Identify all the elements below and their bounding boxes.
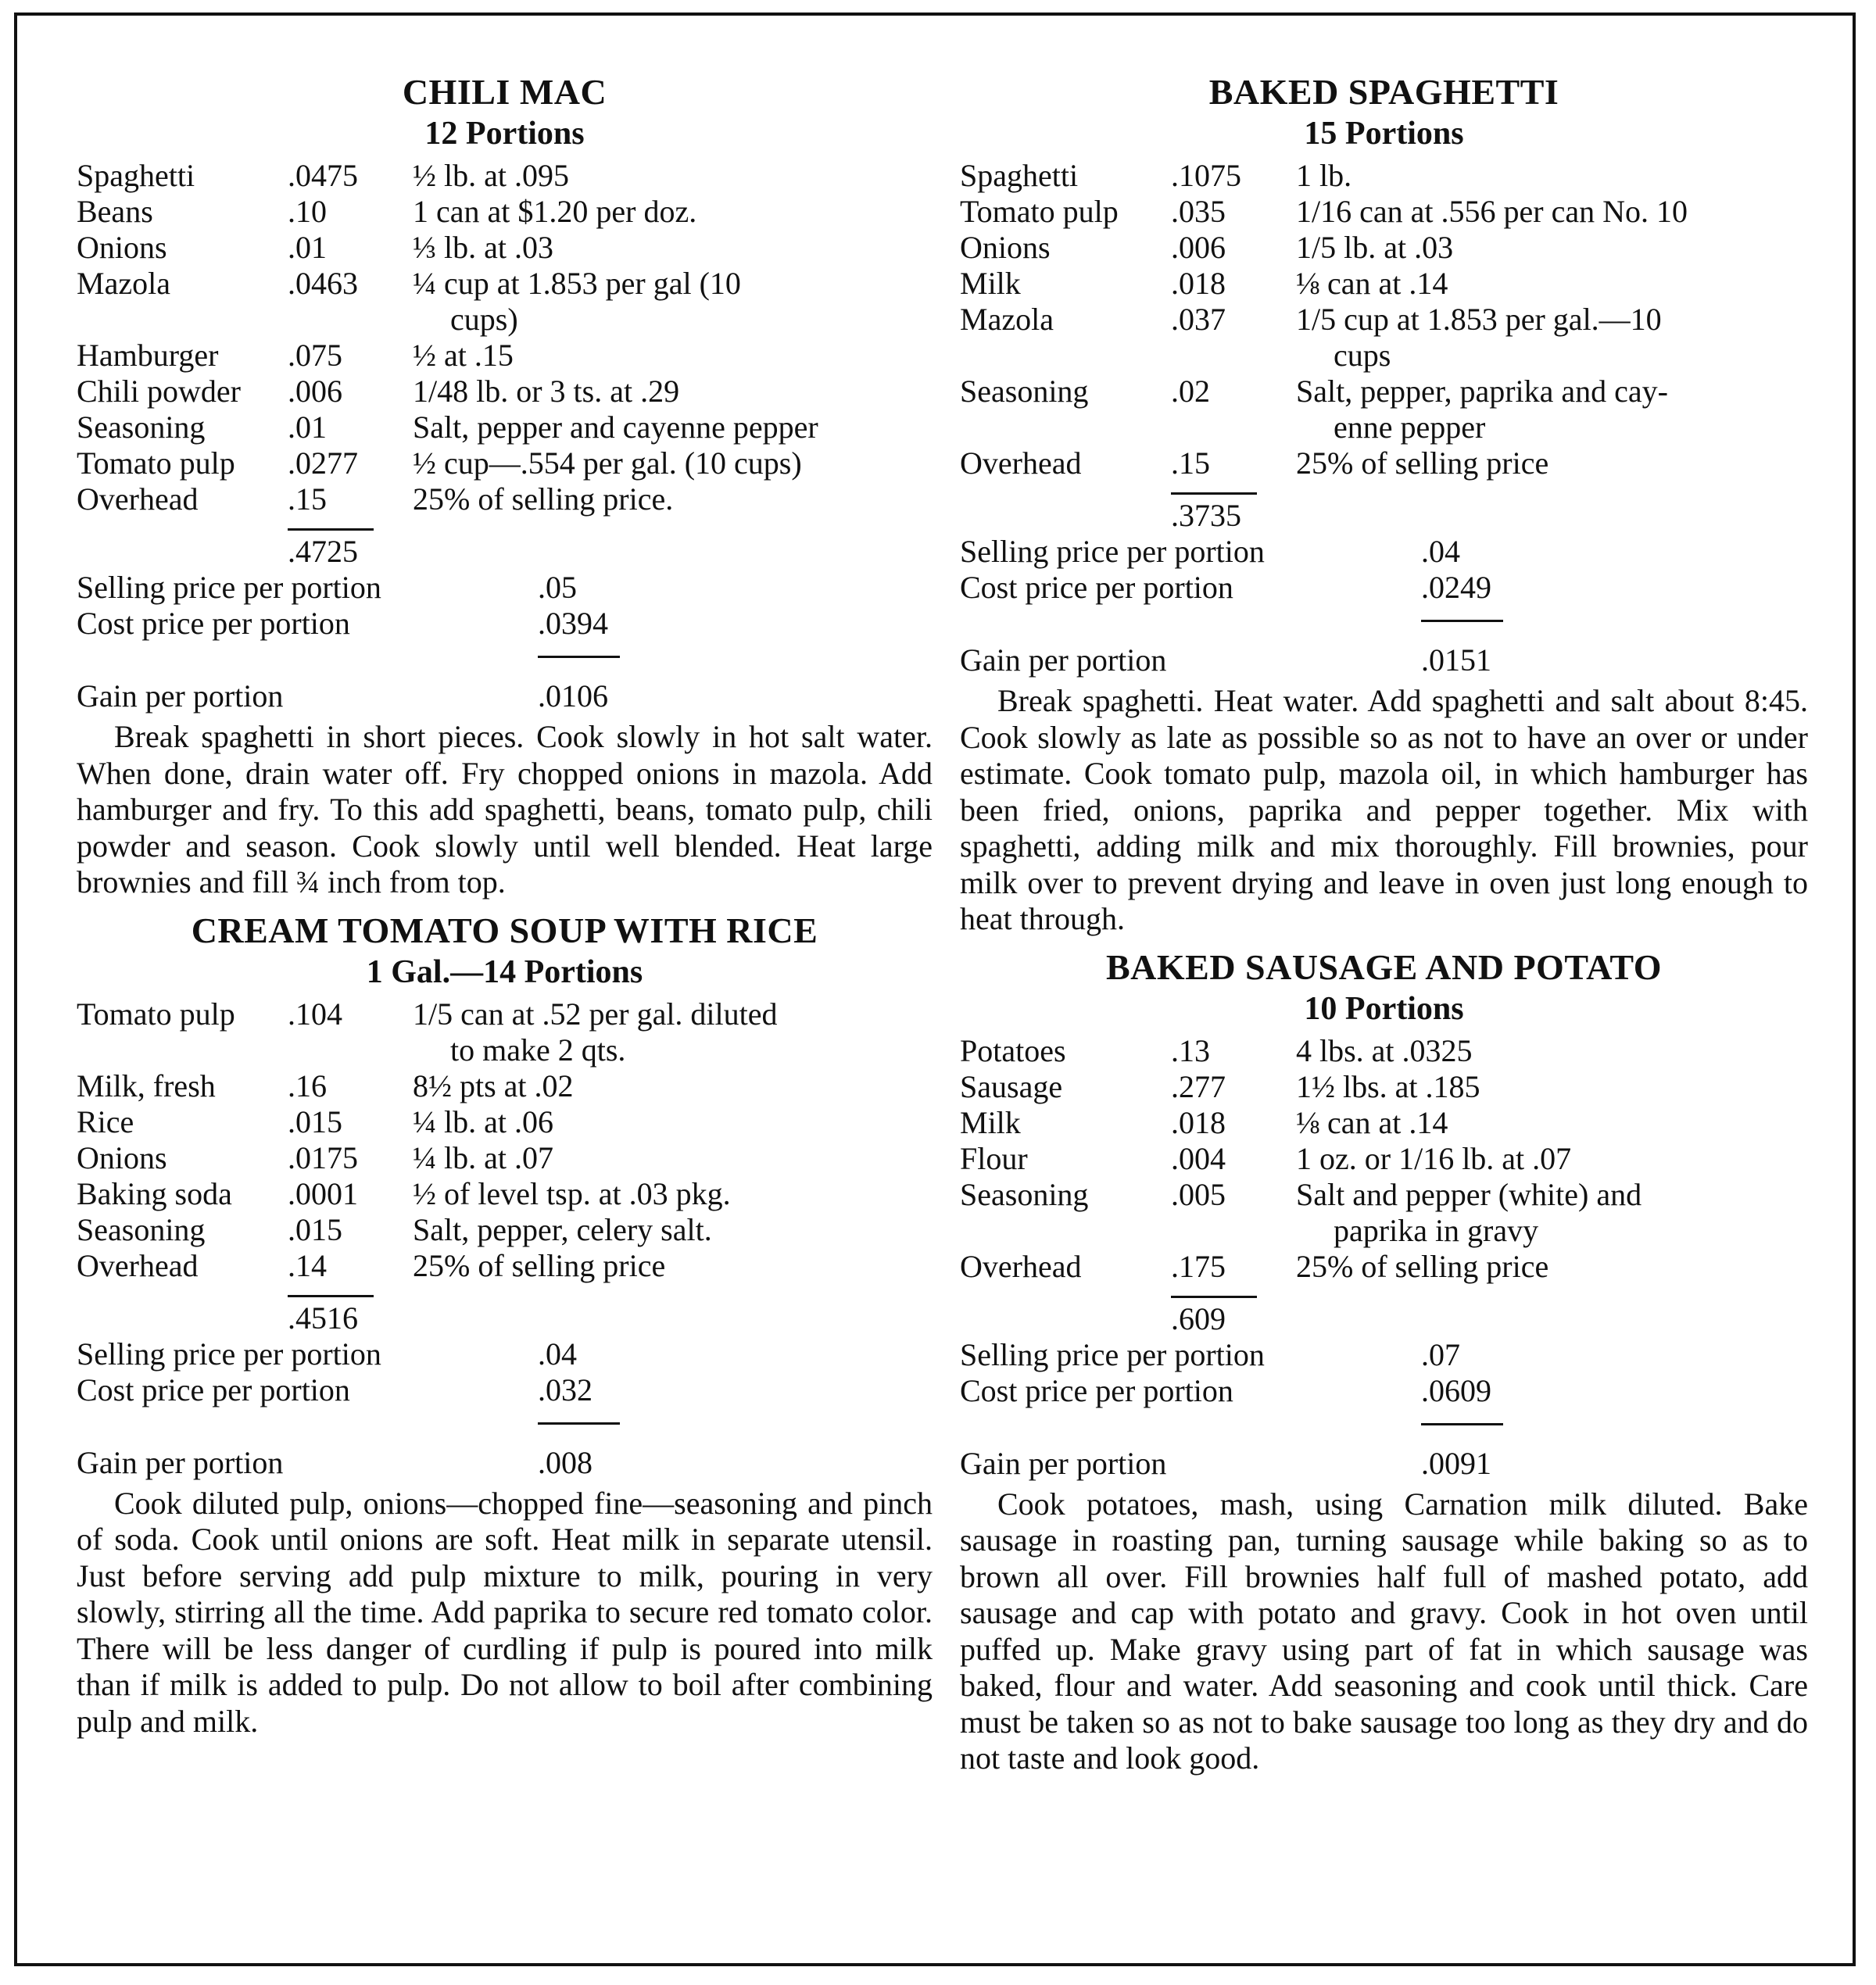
- ingredient-row: [77, 230, 933, 266]
- ingredient-name: Tomato pulp: [960, 194, 1119, 229]
- ingredient-desc-wrap: [1288, 266, 1808, 302]
- ingredient-row: [77, 1248, 933, 1284]
- selling-price-value: .07: [1421, 1336, 1460, 1372]
- ingredient-name: Onions: [77, 1139, 167, 1175]
- method-paragraph: Cook diluted pulp, onions—chopped fine—seasoning and pinch of soda. Cook until onions are soft. Heat milk in separate utensil. Just before serving add pulp mixture to milk, pouring in very slowly, stirring all the time. Add paprika to secure red tomato color. There will be less danger of curdling if pulp is poured into milk than if milk is added to pulp. Do not allow to boil after combining pulp and milk.: [77, 1485, 933, 1739]
- selling-price-label: Selling price per portion: [960, 1336, 1265, 1372]
- ingredient-cost: .018: [1171, 266, 1226, 301]
- total-cost: .4725: [288, 534, 358, 569]
- selling-price-row: [960, 1337, 1808, 1373]
- ingredient-row: [77, 1068, 933, 1104]
- ingredient-name: Milk, fresh: [77, 1068, 216, 1103]
- recipe-block: [960, 70, 1808, 938]
- ingredient-row: [77, 410, 933, 445]
- ingredient-cost: .13: [1171, 1032, 1210, 1068]
- selling-price-value: .05: [538, 570, 577, 605]
- ingredient-desc-continued: cups): [450, 302, 518, 337]
- gain-row: [960, 1446, 1808, 1482]
- ingredient-desc: ⅛ can at .14: [1296, 266, 1448, 301]
- ingredient-desc-wrap: [1288, 1141, 1808, 1177]
- ingredient-cost: .0475: [288, 158, 358, 193]
- ingredient-desc: 1/16 can at .556 per can No. 10: [1296, 194, 1688, 229]
- ingredient-name: Sausage: [960, 1068, 1063, 1104]
- ingredient-name: Flour: [960, 1140, 1028, 1176]
- selling-price-label: Selling price per portion: [77, 1336, 381, 1372]
- ingredient-row: [960, 1069, 1808, 1105]
- ingredient-desc-wrap: [1288, 158, 1808, 194]
- cost-price-value: .0609: [1421, 1372, 1491, 1408]
- total-rule: [288, 1295, 374, 1297]
- ingredient-desc-wrap: [1288, 1069, 1808, 1105]
- ingredient-desc: Salt, pepper and cayenne pepper: [413, 410, 818, 445]
- ingredient-name: Rice: [77, 1103, 134, 1139]
- ingredient-desc-wrap: [405, 1140, 933, 1176]
- cost-price-row: [960, 1373, 1808, 1409]
- ingredient-row: [960, 374, 1808, 445]
- selling-price-row: [960, 534, 1808, 570]
- ingredient-cost: .018: [1171, 1104, 1226, 1140]
- ingredient-cost: .015: [288, 1103, 342, 1139]
- ingredient-name: Overhead: [77, 481, 199, 517]
- selling-price-label: Selling price per portion: [960, 534, 1265, 569]
- ingredient-name: Mazola: [960, 302, 1054, 337]
- recipe-title: CREAM TOMATO SOUP WITH RICE: [191, 910, 818, 950]
- ingredient-desc: ¼ cup at 1.853 per gal (10: [413, 266, 741, 301]
- ingredient-cost: .1075: [1171, 158, 1241, 193]
- ingredient-desc-continued: cups: [1334, 338, 1391, 373]
- ingredient-cost: .15: [1171, 445, 1210, 481]
- gain-value: .008: [538, 1444, 593, 1480]
- ingredient-desc: 1½ lbs. at .185: [1296, 1068, 1480, 1104]
- ingredient-desc-wrap: [1288, 194, 1808, 230]
- total-rule: [1171, 1296, 1257, 1298]
- ingredient-name: Onions: [960, 230, 1051, 265]
- ingredient-cost: .006: [1171, 230, 1226, 265]
- ingredient-row: [960, 1177, 1808, 1249]
- total-cost: .4516: [288, 1300, 358, 1336]
- cost-price-row: [960, 570, 1808, 606]
- gain-value: .0091: [1421, 1445, 1491, 1481]
- ingredient-name: Overhead: [77, 1247, 199, 1283]
- recipe-block: [77, 70, 933, 901]
- recipe-title: CHILI MAC: [402, 72, 607, 112]
- cost-price-label: Cost price per portion: [77, 606, 350, 641]
- ingredient-desc-continued: to make 2 qts.: [450, 1032, 626, 1068]
- ingredient-row: [77, 481, 933, 517]
- cost-price-label: Cost price per portion: [960, 570, 1233, 605]
- ingredient-desc: ¼ lb. at .06: [413, 1103, 553, 1139]
- ingredient-row: [77, 338, 933, 374]
- gain-label: Gain per portion: [77, 678, 284, 714]
- ingredient-cost: .035: [1171, 194, 1226, 229]
- ingredient-desc: ½ cup—.554 per gal. (10 cups): [413, 445, 802, 481]
- ingredient-name: Overhead: [960, 445, 1082, 481]
- total-cost: .609: [1171, 1300, 1226, 1336]
- ingredient-name: Tomato pulp: [77, 445, 235, 481]
- ingredient-desc: 25% of selling price: [1296, 1248, 1549, 1284]
- ingredient-desc: 1 can at $1.20 per doz.: [413, 194, 697, 229]
- ingredient-row: [77, 374, 933, 410]
- ingredient-cost: .075: [288, 338, 342, 373]
- ingredient-name: Spaghetti: [960, 158, 1079, 193]
- gain-value: .0151: [1421, 642, 1491, 678]
- ingredient-desc: Salt, pepper, celery salt.: [413, 1211, 712, 1247]
- gain-value: .0106: [538, 678, 608, 714]
- total-rule: [288, 528, 374, 531]
- ingredient-name: Onions: [77, 230, 167, 265]
- ingredient-cost: .10: [288, 194, 327, 229]
- ingredient-desc-wrap: [405, 445, 933, 481]
- ingredient-name: Spaghetti: [77, 158, 195, 193]
- cost-price-value: .032: [538, 1372, 593, 1407]
- ingredient-name: Hamburger: [77, 338, 219, 373]
- ingredient-desc: 1/5 can at .52 per gal. diluted: [413, 996, 778, 1032]
- ingredient-desc-wrap: [1288, 230, 1808, 266]
- ingredient-cost: .004: [1171, 1140, 1226, 1176]
- ingredient-cost: .16: [288, 1068, 327, 1103]
- ingredient-desc-wrap: [405, 1176, 933, 1212]
- ingredient-cost: .015: [288, 1211, 342, 1247]
- ingredient-row: [77, 194, 933, 230]
- ingredient-desc-wrap: [405, 1248, 933, 1284]
- ingredient-row: [960, 1033, 1808, 1069]
- left-column: [77, 70, 933, 1747]
- ingredient-row: [77, 1176, 933, 1212]
- selling-price-value: .04: [1421, 534, 1460, 569]
- ingredient-desc-wrap: [405, 266, 933, 338]
- ingredient-cost: .0175: [288, 1139, 358, 1175]
- ingredient-desc: 25% of selling price.: [413, 481, 674, 517]
- ingredient-name: Overhead: [960, 1248, 1082, 1284]
- ingredient-desc-wrap: [405, 410, 933, 445]
- right-column: [960, 70, 1808, 1785]
- ingredient-name: Chili powder: [77, 374, 241, 409]
- ingredient-desc: 1/5 lb. at .03: [1296, 230, 1454, 265]
- ingredient-cost: .01: [288, 410, 327, 445]
- ingredient-desc-wrap: [405, 1104, 933, 1140]
- ingredient-cost: .175: [1171, 1248, 1226, 1284]
- ingredient-name: Baking soda: [77, 1175, 232, 1211]
- recipe-block: [960, 946, 1808, 1777]
- ingredient-desc-wrap: [405, 194, 933, 230]
- cost-price-row: [77, 1372, 933, 1408]
- ingredient-desc: 1/48 lb. or 3 ts. at .29: [413, 374, 680, 409]
- selling-price-value: .04: [538, 1336, 577, 1372]
- ingredient-row: [960, 1141, 1808, 1177]
- ingredient-desc-wrap: [1288, 1249, 1808, 1285]
- ingredient-row: [77, 1212, 933, 1248]
- ingredient-name: Milk: [960, 1104, 1021, 1140]
- ingredient-desc: ½ at .15: [413, 338, 514, 373]
- ingredient-desc-wrap: [405, 338, 933, 374]
- ingredient-cost: .14: [288, 1247, 327, 1283]
- ingredient-desc: ⅓ lb. at .03: [413, 230, 553, 265]
- gain-label: Gain per portion: [960, 642, 1167, 678]
- total-rule: [1171, 492, 1257, 495]
- ingredient-desc: ¼ lb. at .07: [413, 1139, 553, 1175]
- ingredient-row: [77, 158, 933, 194]
- ingredient-desc: 25% of selling price: [1296, 445, 1549, 481]
- ingredient-desc: Salt and pepper (white) and: [1296, 1176, 1642, 1212]
- ingredient-name: Seasoning: [960, 374, 1089, 409]
- method-paragraph: Break spaghetti. Heat water. Add spaghetti and salt about 8:45. Cook slowly as late as possible so as not to have an over or under estimate. Cook tomato pulp, mazola oil, in which hamburger has been fried, onions, paprika and pepper together. Mix with spaghetti, adding milk and mix thoroughly. Fill brownies, pour milk over to prevent drying and leave in oven just long enough to heat through.: [960, 683, 1808, 936]
- gain-rule: [1421, 1423, 1503, 1425]
- ingredient-desc-continued: paprika in gravy: [1334, 1212, 1539, 1248]
- ingredient-desc-wrap: [405, 481, 933, 517]
- recipe-title: BAKED SAUSAGE AND POTATO: [1105, 946, 1663, 987]
- ingredient-desc-wrap: [405, 1068, 933, 1104]
- ingredient-cost: .037: [1171, 302, 1226, 337]
- ingredient-name: Mazola: [77, 266, 170, 301]
- ingredient-desc-wrap: [405, 230, 933, 266]
- ingredient-desc-wrap: [1288, 1033, 1808, 1069]
- ingredient-desc-wrap: [1288, 374, 1808, 445]
- gain-label: Gain per portion: [960, 1445, 1167, 1481]
- method-paragraph: Cook potatoes, mash, using Carnation milk diluted. Bake sausage in roasting pan, turning sausage while baking so as to brown all over. Fill brownies half full of mashed potato, add sausage and cap with potato and gravy. Cook in hot oven until puffed up. Make gravy using part of fat in which sausage was baked, flour and water. Add seasoning and cook until thick. Care must be taken so as not to bake sausage too long as they dry and do not taste and look good.: [960, 1486, 1808, 1776]
- ingredient-row: [960, 194, 1808, 230]
- ingredient-desc-continued: enne pepper: [1334, 410, 1486, 445]
- ingredient-row: [960, 230, 1808, 266]
- gain-row: [960, 642, 1808, 678]
- ingredient-cost: .0001: [288, 1175, 358, 1211]
- method-paragraph: Break spaghetti in short pieces. Cook slowly in hot salt water. When done, drain water off. Fry chopped onions in mazola. Add hamburger and fry. To this add spaghetti, beans, tomato pulp, chili powder and season. Cook slowly until well blended. Heat large brownies and fill ¾ inch from top.: [77, 719, 933, 900]
- cost-price-label: Cost price per portion: [960, 1372, 1233, 1408]
- ingredient-desc: ½ lb. at .095: [413, 158, 569, 193]
- gain-rule: [1421, 620, 1503, 622]
- ingredient-desc-wrap: [1288, 302, 1808, 374]
- ingredient-desc: 1 lb.: [1296, 158, 1352, 193]
- ingredient-row: [960, 1249, 1808, 1285]
- ingredient-name: Seasoning: [77, 1211, 206, 1247]
- ingredient-row: [960, 158, 1808, 194]
- ingredient-desc-wrap: [1288, 1177, 1808, 1249]
- ingredient-row: [77, 996, 933, 1068]
- recipe-portions: 1 Gal.—14 Portions: [366, 953, 643, 990]
- recipe-portions: 15 Portions: [1304, 116, 1464, 152]
- ingredient-cost: .104: [288, 996, 342, 1032]
- ingredient-desc: 4 lbs. at .0325: [1296, 1032, 1473, 1068]
- cost-price-row: [77, 606, 933, 642]
- gain-rule: [538, 656, 620, 658]
- ingredient-row: [960, 302, 1808, 374]
- gain-row: [77, 1445, 933, 1481]
- ingredient-desc-wrap: [1288, 445, 1808, 481]
- ingredient-row: [77, 445, 933, 481]
- ingredient-desc: 8½ pts at .02: [413, 1068, 574, 1103]
- ingredient-desc: 1/5 cup at 1.853 per gal.—10: [1296, 302, 1662, 337]
- ingredient-cost: .02: [1171, 374, 1210, 409]
- cost-price-label: Cost price per portion: [77, 1372, 350, 1407]
- recipe-portions: 10 Portions: [1304, 990, 1464, 1027]
- ingredient-cost: .006: [288, 374, 342, 409]
- ingredient-desc-wrap: [405, 374, 933, 410]
- gain-row: [77, 678, 933, 714]
- ingredient-cost: .277: [1171, 1068, 1226, 1104]
- ingredient-cost: .005: [1171, 1176, 1226, 1212]
- selling-price-row: [77, 570, 933, 606]
- ingredient-row: [77, 1140, 933, 1176]
- ingredient-row: [960, 266, 1808, 302]
- ingredient-cost: .0463: [288, 266, 358, 301]
- ingredient-row: [77, 1104, 933, 1140]
- ingredient-name: Tomato pulp: [77, 996, 235, 1032]
- ingredient-row: [960, 1105, 1808, 1141]
- gain-rule: [538, 1422, 620, 1425]
- ingredient-name: Seasoning: [77, 410, 206, 445]
- cost-price-value: .0249: [1421, 570, 1491, 605]
- ingredient-desc-wrap: [405, 1212, 933, 1248]
- cost-price-value: .0394: [538, 606, 608, 641]
- ingredient-row: [77, 266, 933, 338]
- selling-price-label: Selling price per portion: [77, 570, 381, 605]
- ingredient-desc: 1 oz. or 1/16 lb. at .07: [1296, 1140, 1572, 1176]
- ingredient-cost: .15: [288, 481, 327, 517]
- ingredient-cost: .01: [288, 230, 327, 265]
- ingredient-desc-wrap: [405, 158, 933, 194]
- ingredient-cost: .0277: [288, 445, 358, 481]
- ingredient-desc: 25% of selling price: [413, 1247, 666, 1283]
- ingredient-desc: ⅛ can at .14: [1296, 1104, 1448, 1140]
- recipe-title: BAKED SPAGHETTI: [1208, 72, 1559, 112]
- ingredient-name: Potatoes: [960, 1032, 1066, 1068]
- ingredient-desc-wrap: [1288, 1105, 1808, 1141]
- ingredient-row: [960, 445, 1808, 481]
- total-cost: .3735: [1171, 498, 1241, 533]
- ingredient-desc: Salt, pepper, paprika and cay-: [1296, 374, 1668, 409]
- ingredient-desc-wrap: [405, 996, 933, 1068]
- recipe-block: [77, 909, 933, 1740]
- ingredient-name: Beans: [77, 194, 153, 229]
- ingredient-name: Seasoning: [960, 1176, 1089, 1212]
- gain-label: Gain per portion: [77, 1444, 284, 1480]
- selling-price-row: [77, 1336, 933, 1372]
- ingredient-desc: ½ of level tsp. at .03 pkg.: [413, 1175, 731, 1211]
- recipe-portions: 12 Portions: [424, 116, 585, 152]
- ingredient-name: Milk: [960, 266, 1021, 301]
